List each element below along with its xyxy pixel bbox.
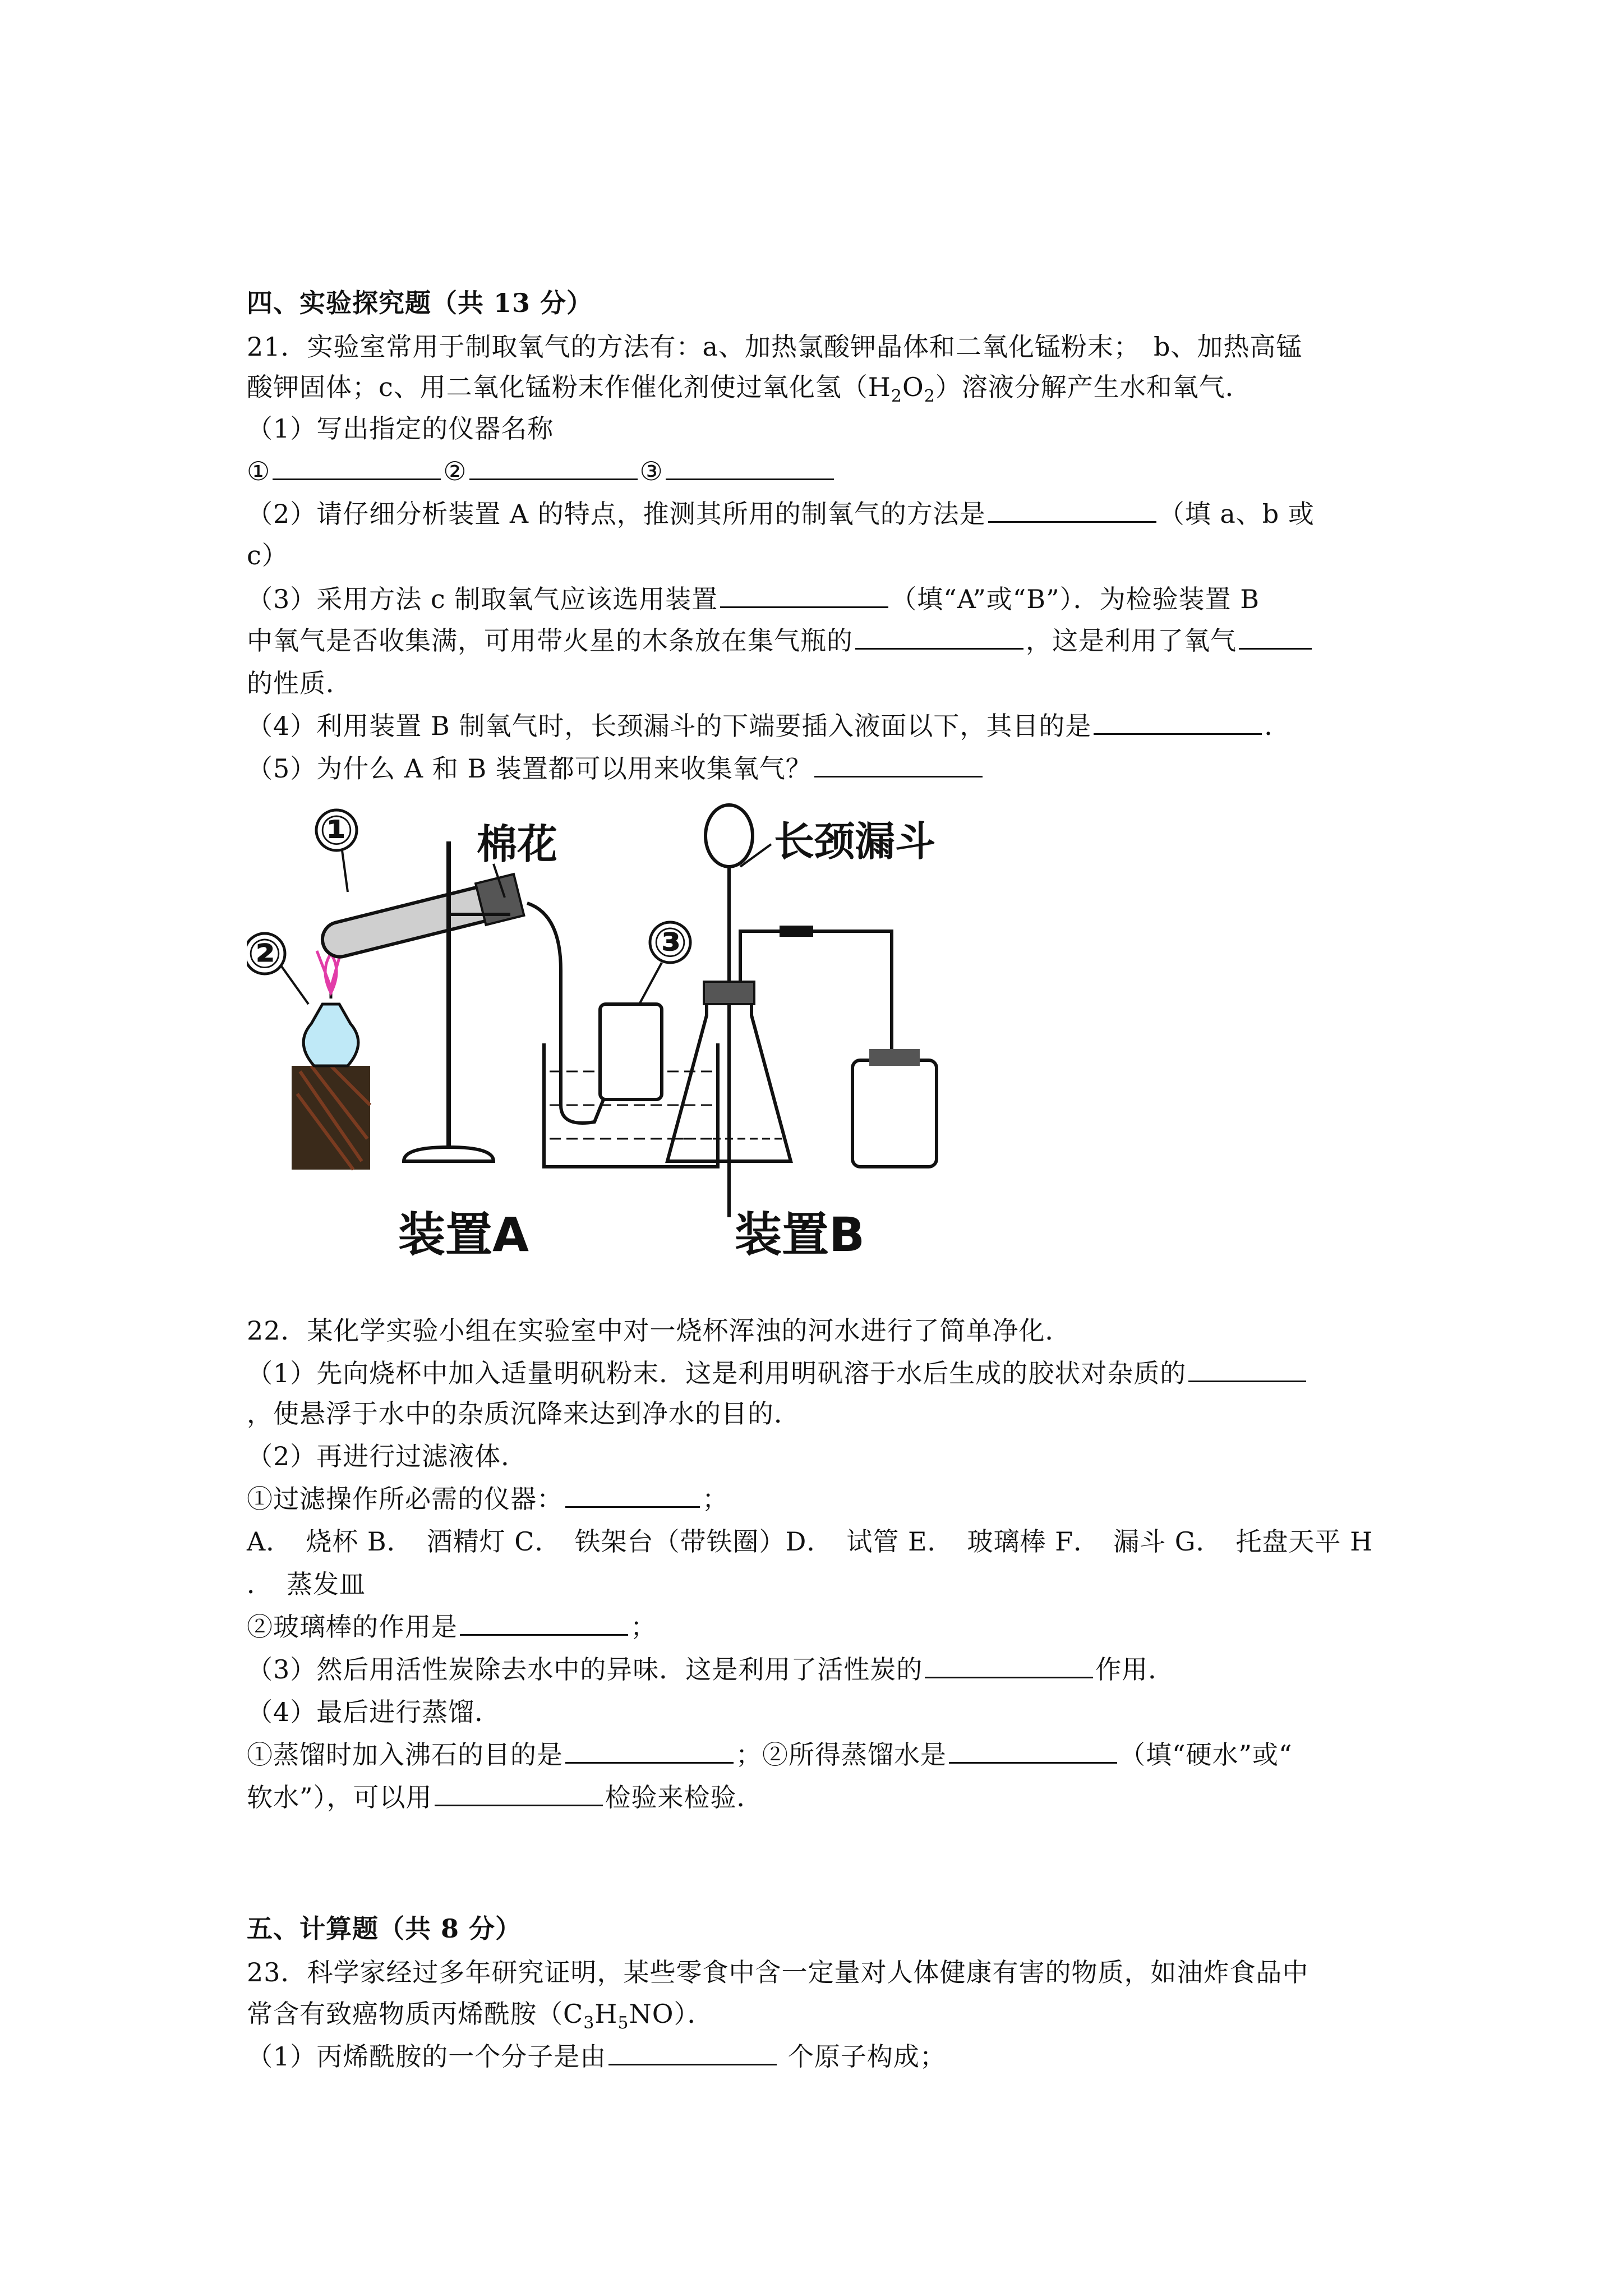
q22-part4: （4）最后进行蒸馏．: [247, 1697, 501, 1727]
q21-line2: 酸钾固体；c、用二氧化锰粉末作催化剂使过氧化氢$(H_2O_2)$溶液分解产生水和氧气．: [247, 372, 1252, 407]
q21-part3-end: 的性质．: [247, 668, 352, 698]
apparatus-figure: [247, 802, 965, 1262]
answer-blank-method[interactable]: [988, 496, 1156, 523]
q21-part1: （1）写出指定的仪器名称: [247, 413, 554, 444]
q23-line1: 23．科学家经过多年研究证明，某些零食中含一定量对人体健康有害的物质，如油炸食品中: [247, 1957, 1309, 1987]
iron-stand-base: [404, 1147, 494, 1161]
label-cotton: 棉花: [477, 821, 558, 868]
alcohol-lamp: [303, 987, 358, 1066]
q21-part2: （2）请仔细分析装置 A 的特点，推测其所用的制氧气的方法是 （填 a、b 或: [247, 496, 1315, 532]
q22-line1: 22．某化学实验小组在实验室中对一烧杯浑浊的河水进行了简单净化．: [247, 1315, 1072, 1346]
answer-blank-position[interactable]: [855, 623, 1023, 650]
label-long-funnel: 长颈漏斗: [774, 818, 936, 865]
answer-blank-apparatus[interactable]: [720, 582, 888, 608]
q22-part4-1: ①蒸馏时加入沸石的目的是 ；②所得蒸馏水是 （填“硬水”或“: [247, 1737, 1293, 1773]
q22-options-line2: ． 蒸发皿: [247, 1569, 366, 1599]
label-3: ③: [653, 919, 688, 966]
answer-blank-reason[interactable]: [814, 751, 983, 777]
q21-part1-blanks: ① ② ③: [247, 453, 836, 489]
answer-blank-instruments[interactable]: [565, 1481, 700, 1508]
q21-line1: 21．实验室常用于制取氧气的方法有：a、加热氯酸钾晶体和二氧化锰粉末； b、加热高锰: [247, 332, 1303, 362]
q22-part1-cont: ，使悬浮于水中的杂质沉降来达到净水的目的．: [247, 1398, 800, 1429]
answer-blank-3[interactable]: [666, 454, 834, 480]
answer-blank-water-type[interactable]: [949, 1737, 1117, 1764]
answer-blank-glass-rod[interactable]: [460, 1609, 628, 1636]
q22-part4-2: 软水”），可以用 检验来检验．: [247, 1779, 763, 1815]
answer-blank-purpose[interactable]: [1094, 708, 1262, 735]
q23-part1: （1）丙烯酰胺的一个分子是由 个原子构成；: [247, 2039, 946, 2074]
stopper: [704, 982, 754, 1004]
section-5-title: 五、计算题（共 8 分）: [247, 1913, 522, 1944]
funnel-bulb: [706, 805, 753, 867]
q22-part3: （3）然后用活性炭除去水中的异味．这是利用了活性炭的 作用．: [247, 1651, 1174, 1687]
answer-blank-alum[interactable]: [1188, 1356, 1306, 1382]
label-2: ②: [247, 930, 282, 977]
q22-part2: （2）再进行过滤液体．: [247, 1441, 528, 1471]
q22-part1: （1）先向烧杯中加入适量明矾粉末．这是利用明矾溶于水后生成的胶状对杂质的: [247, 1355, 1308, 1391]
q21-part4: （4）利用装置 B 制氧气时，长颈漏斗的下端要插入液面以下，其目的是 ．: [247, 708, 1290, 744]
answer-blank-zeolite[interactable]: [565, 1737, 734, 1764]
collecting-bottle: [852, 1060, 937, 1167]
answer-blank-property[interactable]: [1239, 623, 1312, 650]
answer-blank-atoms[interactable]: [608, 2039, 777, 2065]
answer-blank-test[interactable]: [435, 1780, 603, 1806]
section-4-title: 四、实验探究题（共 13 分）: [247, 288, 593, 318]
answer-blank-2[interactable]: [469, 454, 638, 480]
q21-part3-cont: 中氧气是否收集满，可用带火星的木条放在集气瓶的 ，这是利用了氧气: [247, 623, 1314, 659]
q21-part2-cont: c）: [247, 540, 288, 570]
q22-part2-1: ①过滤操作所必需的仪器： ；: [247, 1481, 728, 1517]
q22-part2-2: ②玻璃棒的作用是 ；: [247, 1609, 657, 1645]
label-1: ①: [319, 807, 354, 854]
caption-apparatus-b: 装置B: [735, 1207, 865, 1262]
gas-jar: [600, 1004, 662, 1099]
q23-line2: 常含有致癌物质丙烯酰胺$(C_3H_5NO)$．: [247, 1999, 714, 2033]
answer-blank-1[interactable]: [273, 454, 441, 480]
q21-part5: （5）为什么 A 和 B 装置都可以用来收集氧气？: [247, 751, 985, 786]
q22-options-line1: A． 烧杯 B． 酒精灯 C． 铁架台（带铁圈）D． 试管 E． 玻璃棒 F． 漏斗 G． 托盘天平 H: [247, 1526, 1373, 1557]
delivery-tube: [527, 903, 606, 1123]
q21-part3: （3）采用方法 c 制取氧气应该选用装置 （填“A”或“B”）．为检验装置 B: [247, 581, 1260, 617]
answer-blank-carbon[interactable]: [925, 1652, 1093, 1678]
test-tube: [318, 874, 524, 964]
caption-apparatus-a: 装置A: [398, 1207, 529, 1262]
